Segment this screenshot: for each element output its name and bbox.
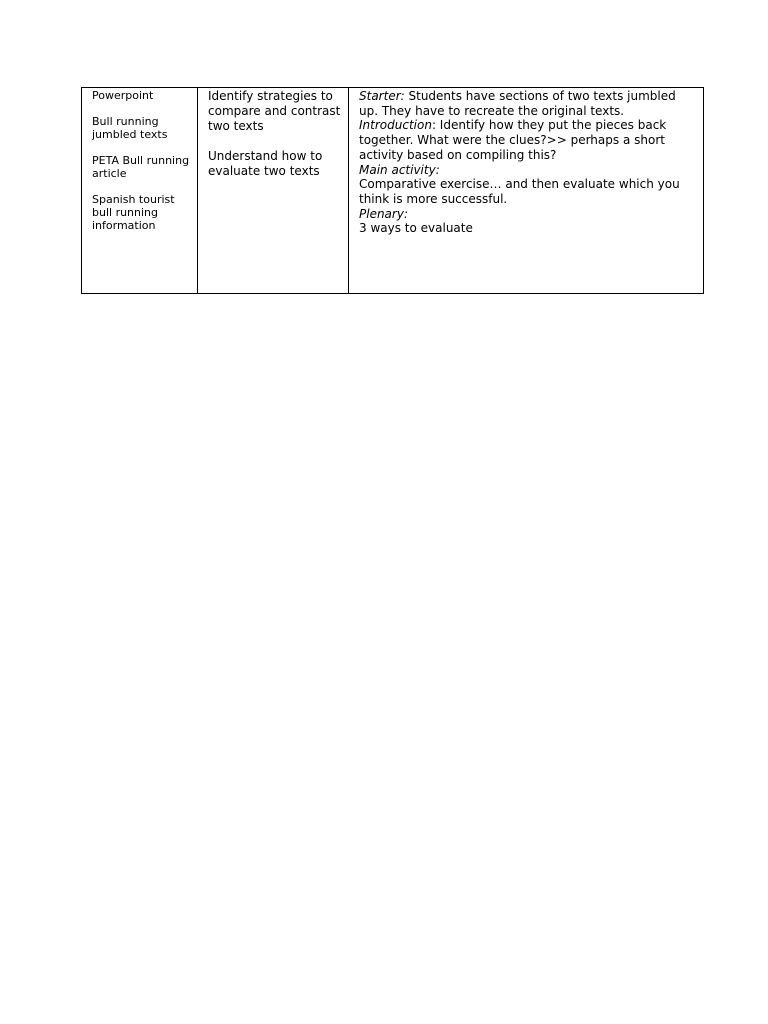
table-row bbox=[82, 88, 704, 294]
objective-item: Understand how to evaluate two texts bbox=[208, 149, 323, 178]
resources-cell bbox=[82, 88, 198, 294]
main-activity-text: Comparative exercise… and then evaluate which you think is more successful. bbox=[359, 177, 680, 206]
objective-item: Identify strategies to compare and contrast two texts bbox=[208, 89, 341, 133]
introduction-label: Introduction bbox=[359, 118, 432, 133]
activities-cell bbox=[349, 88, 704, 294]
starter-line bbox=[359, 89, 697, 118]
lesson-plan-table bbox=[81, 87, 704, 294]
resource-item: Bull running jumbled texts bbox=[92, 115, 168, 141]
resource-item: Spanish tourist bull running information bbox=[92, 193, 175, 232]
plenary-text: 3 ways to evaluate bbox=[359, 221, 473, 236]
plenary-label: Plenary: bbox=[359, 206, 408, 221]
resource-item: Powerpoint bbox=[92, 89, 154, 102]
resource-item: PETA Bull running article bbox=[92, 154, 190, 180]
introduction-line bbox=[359, 118, 697, 162]
main-activity-label: Main activity: bbox=[359, 162, 440, 177]
introduction-text: : Identify how they put the pieces back together. What were the clues?>> perhaps a short activity based on compiling this? bbox=[359, 118, 667, 162]
starter-label: Starter: bbox=[359, 89, 405, 103]
starter-text: Students have sections of two texts jumbled up. They have to recreate the original texts. bbox=[359, 89, 676, 118]
objectives-cell bbox=[198, 88, 349, 294]
